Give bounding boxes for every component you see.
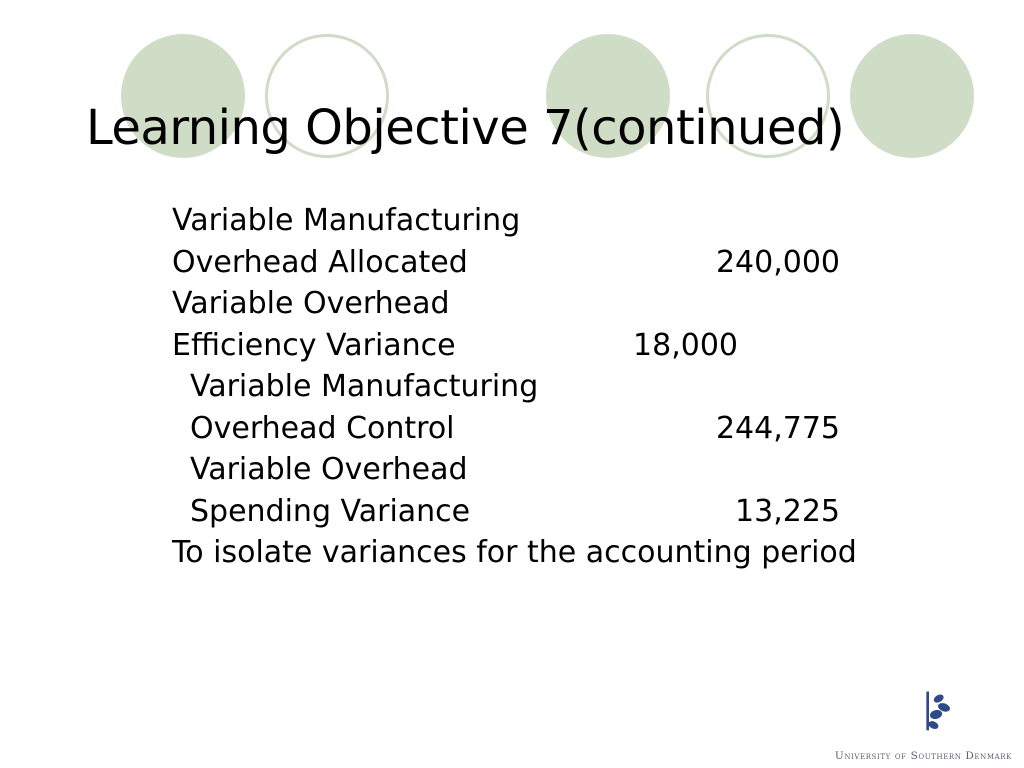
decor-circle-5: [850, 34, 974, 158]
journal-row: [172, 242, 972, 284]
journal-row: [172, 283, 972, 325]
university-name: University of Southern Denmark: [834, 750, 1012, 762]
row-label: Overhead Allocated: [172, 244, 468, 280]
row-credit-amount: 244,775: [715, 410, 840, 446]
journal-row: [172, 200, 972, 242]
journal-row: [172, 325, 972, 367]
journal-row: [172, 366, 972, 408]
row-label: Variable Overhead: [172, 286, 450, 321]
university-logo-icon: [814, 688, 1014, 748]
journal-entry: [172, 200, 972, 574]
row-debit-amount: 18,000: [633, 327, 738, 363]
journal-row: [172, 532, 972, 574]
row-label: Variable Manufacturing: [190, 369, 539, 404]
slide-title: Learning Objective 7(continued): [86, 100, 845, 156]
row-credit-amount: 13,225: [735, 493, 840, 529]
row-label: Overhead Control: [190, 410, 455, 446]
journal-row: [172, 408, 972, 450]
journal-row: [172, 449, 972, 491]
row-credit-amount: 240,000: [715, 244, 840, 280]
row-label: Variable Manufacturing: [172, 203, 521, 238]
row-label: Variable Overhead: [190, 452, 468, 487]
row-label: Efficiency Variance: [172, 327, 456, 363]
row-explanation: To isolate variances for the accounting period: [172, 535, 857, 570]
row-label: Spending Variance: [190, 493, 471, 529]
journal-row: [172, 491, 972, 533]
